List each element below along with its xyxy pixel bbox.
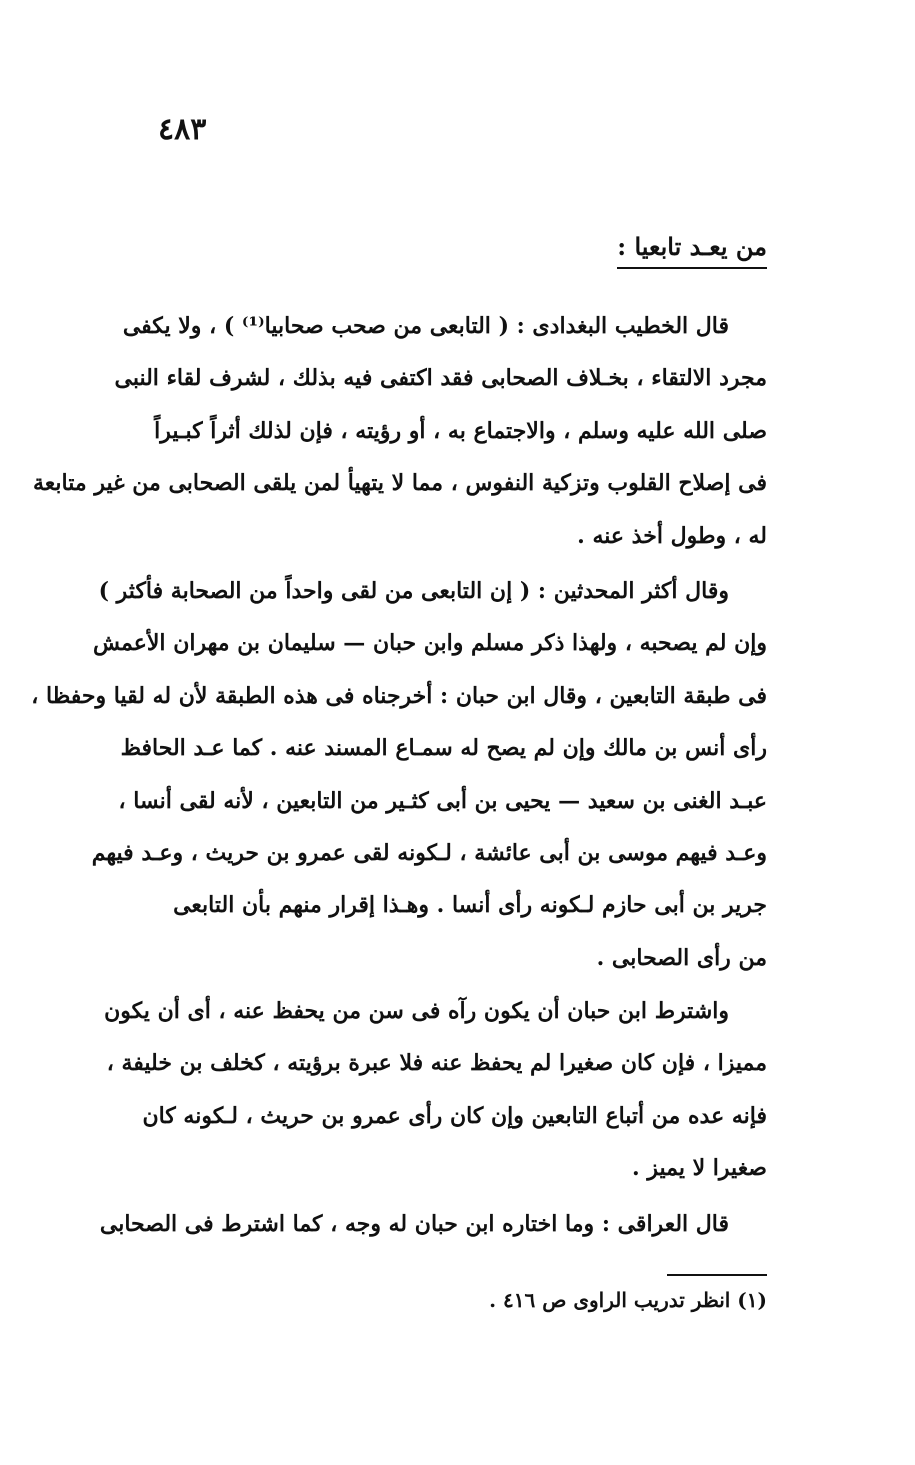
- text-line: قال الخطيب البغدادى : ( التابعى من صحب صحابيا⁽¹⁾ ) ، ولا يكفى: [122, 313, 729, 339]
- text-line: رأى أنس بن مالك وإن لم يصح له سمـاع المسند عنه . كما عـد الحافظ: [120, 735, 767, 762]
- text-line: فى طبقة التابعين ، وقال ابن حبان : أخرجناه فى هذه الطبقة لأن له لقيا وحفظا ،: [31, 682, 767, 709]
- text-line: صلى الله عليه وسلم ، والاجتماع به ، أو رؤيته ، فإن لذلك أثراً كبـيراً: [154, 417, 767, 444]
- paragraph-4: [99, 1198, 767, 1250]
- text-line: قال العراقى : وما اختاره ابن حبان له وجه ، كما اشترط فى الصحابى: [99, 1211, 729, 1237]
- paragraph-1: [33, 300, 767, 562]
- text-line: من رأى الصحابى .: [596, 944, 767, 971]
- paragraph-2: [31, 565, 767, 984]
- text-line: وعـد فيهم موسى بن أبى عائشة ، لـكونه لقى عمرو بن حريث ، وعـد فيهم: [91, 839, 767, 866]
- text-line: فى إصلاح القلوب وتزكية النفوس ، مما لا يتهيأ لمن يلقى الصحابى من غير متابعة: [33, 470, 767, 497]
- text-line: له ، وطول أخذ عنه .: [577, 522, 767, 549]
- text-line: جرير بن أبى حازم لـكونه رأى أنسا . وهـذا إقرار منهم بأن التابعى: [173, 892, 767, 919]
- footnote: (١) انظر تدريب الراوى ص ٤١٦ .: [489, 1288, 767, 1312]
- text-line: مجرد الالتقاء ، بخـلاف الصحابى فقد اكتفى فيه بذلك ، لشرف لقاء النبى: [114, 365, 767, 392]
- text-line: مميزا ، فإن كان صغيرا لم يحفظ عنه فلا عبرة برؤيته ، كخلف بن خليفة ،: [106, 1050, 767, 1077]
- text-line: وإن لم يصحبه ، ولهذا ذكر مسلم وابن حبان — سليمان بن مهران الأعمش: [92, 630, 767, 657]
- text-line: عبـد الغنى بن سعيد — يحيى بن أبى كثـير من التابعين ، لأنه لقى أنسا ،: [118, 787, 767, 814]
- section-heading: من يعـد تابعيا :: [617, 232, 767, 269]
- text-line: فإنه عده من أتباع التابعين وإن كان رأى عمرو بن حريث ، لـكونه كان: [142, 1102, 767, 1129]
- text-line: وقال أكثر المحدثين : ( إن التابعى من لقى واحداً من الصحابة فأكثر ): [98, 578, 729, 604]
- paragraph-3: [104, 985, 767, 1195]
- text-line: صغيرا لا يميز .: [632, 1155, 767, 1182]
- text-line: واشترط ابن حبان أن يكون رآه فى سن من يحفظ عنه ، أى أن يكون: [104, 998, 729, 1024]
- page-number: ٤٨٣: [158, 112, 207, 147]
- footnote-divider: [667, 1274, 767, 1276]
